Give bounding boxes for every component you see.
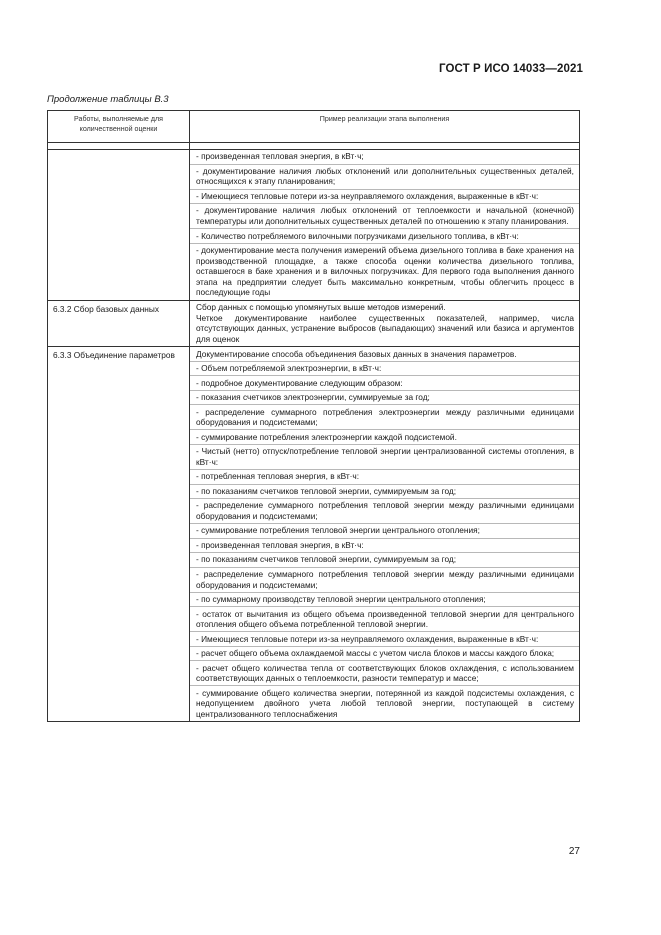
content-line: - показания счетчиков электроэнергии, суммируемые за год; — [190, 391, 579, 406]
row-content — [190, 347, 580, 722]
content-line: - суммирование потребления электроэнергии каждой подсистемой. — [190, 430, 579, 445]
content-line: - документирование наличия любых отклонений от теплоемкости и начальной (конечной) температуры или дополнительных существенных деталей по отношению к этапу планирования. — [190, 204, 579, 229]
content-line: - по суммарному производству тепловой энергии центрального отопления; — [190, 593, 579, 608]
content-line: - произведенная тепловая энергия, в кВт·ч: — [190, 539, 579, 554]
header-spacer-row — [48, 143, 580, 150]
content-line: - остаток от вычитания из общего объема произведенной тепловой энергии для центрального отопления общего объема потребленной тепловой энергии. — [190, 607, 579, 632]
row-label: 6.3.3 Объединение параметров — [48, 347, 190, 722]
standard-code: ГОСТ Р ИСО 14033—2021 — [438, 63, 583, 75]
col1-header: Работы, выполняемые для количественной оценки — [48, 111, 190, 143]
content-line: - потребленная тепловая энергия, в кВт·ч: — [190, 470, 579, 485]
row-label — [48, 150, 190, 301]
content-line: - распределение суммарного потребления электроэнергии между различными единицами оборудования и подсистемами; — [190, 405, 579, 430]
content-line: - по показаниям счетчиков тепловой энергии, суммируемым за год; — [190, 553, 579, 568]
content-line: - распределение суммарного потребления тепловой энергии между различными единицами оборудования и подсистемами; — [190, 499, 579, 524]
content-line: Документирование способа объединения базовых данных в значения параметров. — [190, 347, 579, 362]
table-continuation-caption: Продолжение таблицы В.3 — [47, 94, 169, 105]
table-row — [48, 300, 580, 347]
table-row — [48, 150, 580, 301]
content-line: - Объем потребляемой электроэнергии, в кВт·ч: — [190, 362, 579, 377]
content-line: - суммирование потребления тепловой энергии центрального отопления; — [190, 524, 579, 539]
content-line: - распределение суммарного потребления тепловой энергии между различными единицами оборудования и подсистемами; — [190, 568, 579, 593]
table-row — [48, 347, 580, 722]
content-line: - по показаниям счетчиков тепловой энергии, суммируемым за год; — [190, 485, 579, 500]
row-content — [190, 300, 580, 347]
content-line: - расчет общего количества тепла от соответствующих блоков охлаждения, с использованием соответствующих данных о теплоемкости, разности температур и массе; — [190, 661, 579, 686]
table-header-row — [48, 111, 580, 143]
col2-header: Пример реализации этапа выполнения — [190, 111, 580, 143]
content-line: Четкое документирование наиболее существенных показателей, например, числа отсутствующих данных, устранение выбросов (выпадающих) значений или базиса и аргументов для оценок — [196, 312, 574, 345]
content-line: - подробное документирование следующим образом: — [190, 376, 579, 391]
row-content — [190, 150, 580, 301]
row-label: 6.3.2 Сбор базовых данных — [48, 300, 190, 347]
content-line: - Имеющиеся тепловые потери из-за неуправляемого охлаждения, выраженные в кВт·ч: — [190, 190, 579, 205]
content-line: - Количество потребляемого вилочными погрузчиками дизельного топлива, в кВт·ч: — [190, 229, 579, 244]
content-line: - Имеющиеся тепловые потери из-за неуправляемого охлаждения, выраженные в кВт·ч: — [190, 632, 579, 647]
content-line: - суммирование общего количества энергии, потерянной из каждой подсистемы охлаждения, с недопущением двойного учета любой тепловой энергии, поступающей в систему централизованного теплоснабжения — [196, 687, 574, 719]
page-number: 27 — [568, 846, 580, 857]
content-line: Сбор данных с помощью упомянутых выше методов измерений. — [196, 302, 446, 313]
content-line: - Чистый (нетто) отпуск/потребление тепловой энергии централизованной системы отопления, в кВт·ч: — [190, 445, 579, 470]
content-line: - документирование наличия любых отклонений или дополнительных существенных деталей, относящихся к этапу планирования; — [190, 165, 579, 190]
content-line: - произведенная тепловая энергия, в кВт·ч; — [190, 150, 579, 165]
table-b3 — [47, 110, 580, 722]
content-line: - документирование места получения измерений объема дизельного топлива в баке хранения на производственной площадке, а также способа оценки количества дизельного топлива, оставшегося в баке хранения и в вилочных погрузчиках. Для первого года выполнения данного этапа на предприятии следует быть максимально конкретным, чтобы облегчить процесс в последующие годы — [196, 245, 574, 298]
content-line: - расчет общего объема охлаждаемой массы с учетом числа блоков и массы каждого блока; — [190, 647, 579, 662]
